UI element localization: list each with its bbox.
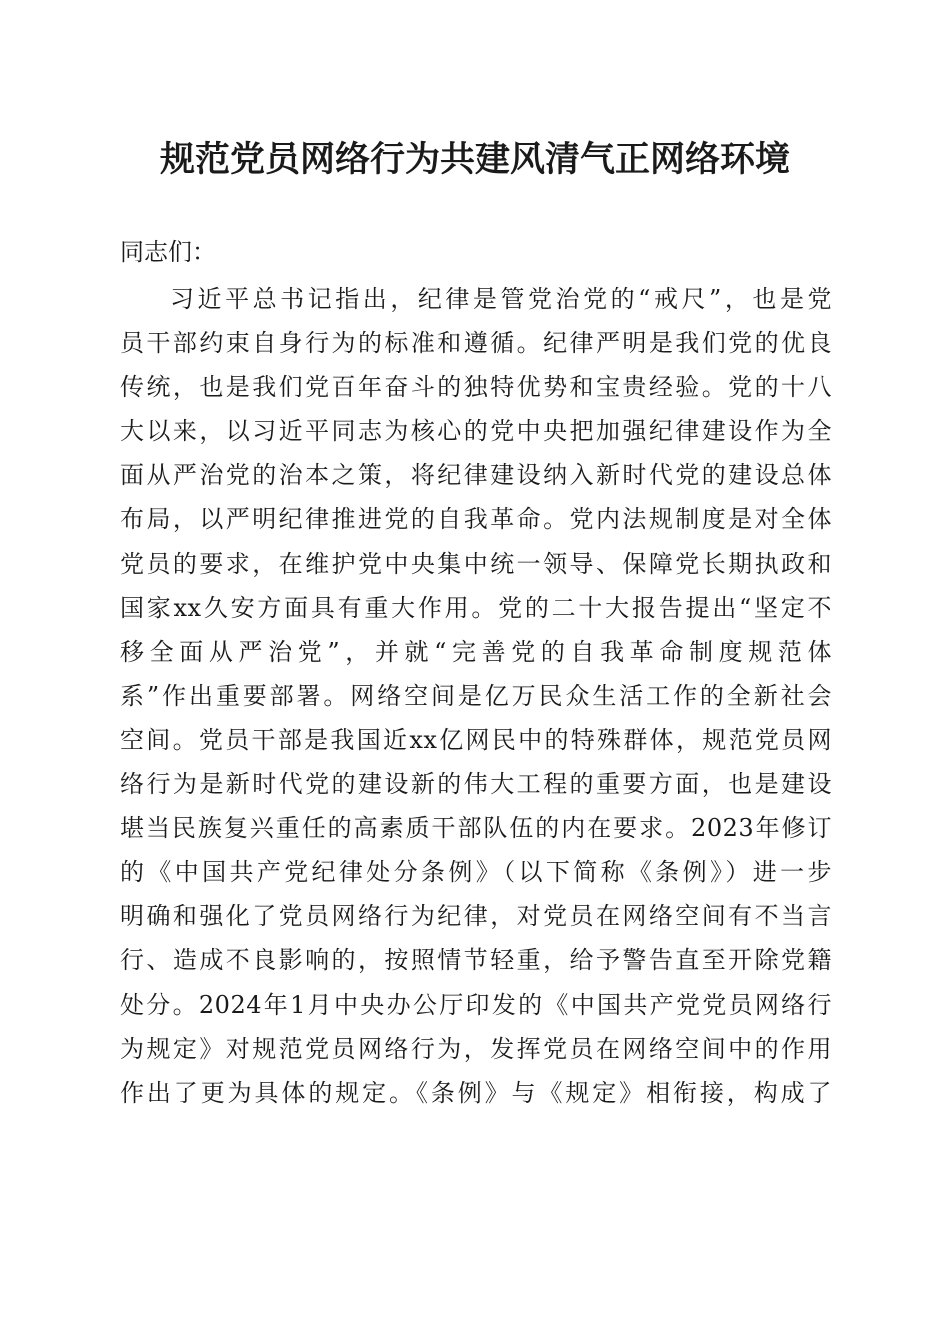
salutation: 同志们： — [120, 238, 216, 266]
paragraph-line: 传统，也是我们党百年奋斗的独特优势和宝贵经验。党的十八 — [120, 373, 832, 402]
paragraph-line: 空间。党员干部是我国近xx亿网民中的特殊群体，规范党员网 — [120, 725, 832, 754]
paragraph-line: 堪当民族复兴重任的高素质干部队伍的内在要求。2023年修订 — [120, 814, 832, 843]
paragraph-line: 处分。2024年1月中央办公厅印发的《中国共产党党员网络行 — [120, 990, 832, 1019]
paragraph-line: 移全面从严治党”，并就“完善党的自我革命制度规范体 — [120, 637, 832, 666]
paragraph-line: 党员的要求，在维护党中央集中统一领导、保障党长期执政和 — [120, 549, 832, 578]
paragraph-line: 为规定》对规范党员网络行为，发挥党员在网络空间中的作用 — [120, 1034, 832, 1063]
document-title: 规范党员网络行为共建风清气正网络环境 — [159, 139, 790, 180]
body-paragraph — [120, 277, 832, 1115]
paragraph-line: 员干部约束自身行为的标准和遵循。纪律严明是我们党的优良 — [120, 329, 832, 358]
paragraph-line: 面从严治党的治本之策，将纪律建设纳入新时代党的建设总体 — [120, 461, 832, 490]
paragraph-line: 大以来，以习近平同志为核心的党中央把加强纪律建设作为全 — [120, 417, 832, 446]
paragraph-line: 的《中国共产党纪律处分条例》（以下简称《条例》）进一步 — [120, 858, 832, 887]
paragraph-line: 络行为是新时代党的建设新的伟大工程的重要方面，也是建设 — [120, 770, 832, 799]
paragraph-line: 布局，以严明纪律推进党的自我革命。党内法规制度是对全体 — [120, 505, 832, 534]
paragraph-line: 系”作出重要部署。网络空间是亿万民众生活工作的全新社会 — [120, 681, 832, 710]
paragraph-line: 国家xx久安方面具有重大作用。党的二十大报告提出“坚定不 — [120, 593, 832, 622]
paragraph-line: 行、造成不良影响的，按照情节轻重，给予警告直至开除党籍 — [120, 946, 832, 975]
paragraph-line: 作出了更为具体的规定。《条例》与《规定》相衔接，构成了 — [120, 1078, 832, 1107]
paragraph-line: 习近平总书记指出，纪律是管党治党的“戒尺”，也是党 — [170, 285, 832, 313]
paragraph-line: 明确和强化了党员网络行为纪律，对党员在网络空间有不当言 — [120, 902, 832, 931]
